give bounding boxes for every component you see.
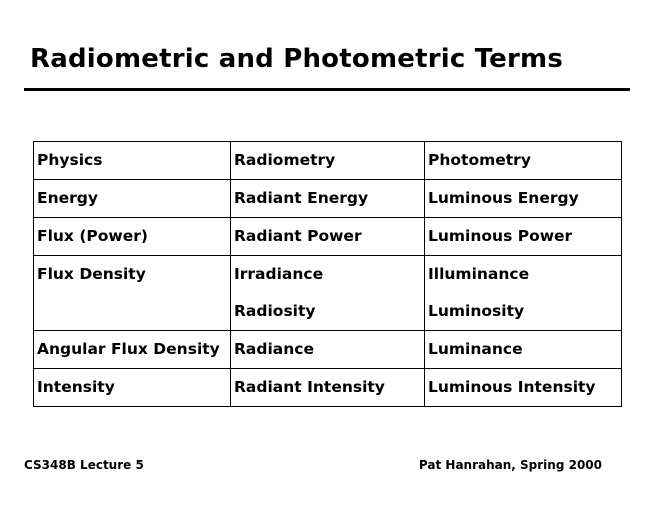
table-cell: Radiance	[231, 331, 425, 369]
table-cell: Radiometry	[231, 142, 425, 180]
table-cell: Luminance	[425, 331, 622, 369]
cell-line: Luminosity	[428, 302, 525, 320]
table-cell: Energy	[34, 180, 231, 218]
table-cell: Radiant Power	[231, 218, 425, 256]
cell-line: Radiosity	[234, 302, 316, 320]
cell-line: Illuminance	[428, 265, 530, 283]
table-cell: Intensity	[34, 369, 231, 407]
table-row	[34, 256, 622, 331]
table-row	[34, 218, 622, 256]
table-cell: Angular Flux Density	[34, 331, 231, 369]
table-cell: Physics	[34, 142, 231, 180]
table-cell	[425, 256, 622, 331]
footer-author: Pat Hanrahan, Spring 2000	[418, 458, 602, 472]
table-cell: Radiant Intensity	[231, 369, 425, 407]
table-cell	[231, 256, 425, 331]
table-row	[34, 142, 622, 180]
table-cell: Luminous Energy	[425, 180, 622, 218]
footer-course: CS348B Lecture 5	[24, 458, 144, 472]
table-cell: Flux (Power)	[34, 218, 231, 256]
table-row	[34, 331, 622, 369]
table-row	[34, 369, 622, 407]
title-divider	[24, 88, 630, 91]
table-cell: Luminous Power	[425, 218, 622, 256]
table-cell: Radiant Energy	[231, 180, 425, 218]
cell-line: Irradiance	[234, 265, 324, 283]
table-row	[34, 180, 622, 218]
table-cell: Photometry	[425, 142, 622, 180]
slide-title: Radiometric and Photometric Terms	[30, 44, 563, 74]
table-cell: Flux Density	[34, 256, 231, 331]
terms-table	[33, 141, 622, 407]
table-cell: Luminous Intensity	[425, 369, 622, 407]
